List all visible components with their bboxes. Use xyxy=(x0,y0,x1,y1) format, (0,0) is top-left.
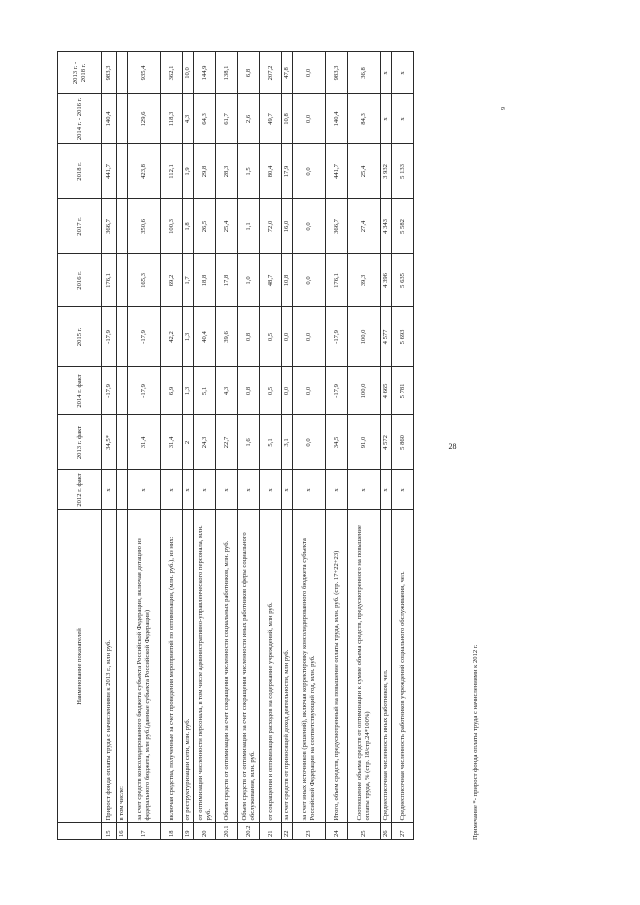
header-year: 2018 г. xyxy=(58,144,102,199)
value-cell: 49,7 xyxy=(260,94,282,144)
indicator-name: от реструктуризации сети, млн. руб. xyxy=(183,510,194,823)
value-cell: 1,6 xyxy=(238,415,260,470)
indicator-name: Объем средств от оптимизации за счет сокращения численности социальных работников, млн. руб. xyxy=(216,510,238,823)
value-cell: 31,4 xyxy=(128,415,161,470)
value-cell: 16,0 xyxy=(282,199,293,254)
value-cell: х xyxy=(392,470,414,510)
value-cell: 39,3 xyxy=(348,254,381,307)
indicator-name: Среднесписочная численность иных работников, чел. xyxy=(381,510,392,823)
value-cell: 84,3 xyxy=(348,94,381,144)
table-row xyxy=(128,52,161,840)
indicator-name: от оптимизации численности персонала, в том числе административно-управленческого персонала, млн. руб. xyxy=(194,510,216,823)
value-cell xyxy=(117,367,128,415)
value-cell: 0,0 xyxy=(293,52,326,94)
value-cell: -17,9 xyxy=(128,307,161,367)
table-row xyxy=(282,52,293,840)
header-year: 2012 г. факт xyxy=(58,470,102,510)
value-cell: 4 572 xyxy=(381,415,392,470)
header-year: 2014 г. - 2016 г. xyxy=(58,94,102,144)
value-cell: 441,7 xyxy=(102,144,117,199)
page-number: 28 xyxy=(448,442,457,451)
table-row xyxy=(392,52,414,840)
row-number: 16 xyxy=(117,823,128,840)
table-row xyxy=(326,52,348,840)
indicator-name: за счет средств от приносящей доход деятельности, млн руб. xyxy=(282,510,293,823)
value-cell xyxy=(117,470,128,510)
value-cell: 2,6 xyxy=(238,94,260,144)
value-cell xyxy=(117,94,128,144)
value-cell: 28,3 xyxy=(216,144,238,199)
value-cell: 2 xyxy=(183,415,194,470)
value-cell: 100,0 xyxy=(348,367,381,415)
value-cell: х xyxy=(194,470,216,510)
value-cell: -17,9 xyxy=(326,307,348,367)
value-cell: х xyxy=(128,470,161,510)
header-year: 2015 г. xyxy=(58,307,102,367)
value-cell: 140,4 xyxy=(326,94,348,144)
indicator-name: от сокращения и оптимизации расходов на содержание учреждений, млн руб. xyxy=(260,510,282,823)
value-cell: 4 396 xyxy=(381,254,392,307)
row-number: 15 xyxy=(102,823,117,840)
value-cell: 6,9 xyxy=(161,367,183,415)
value-cell: 1,3 xyxy=(183,307,194,367)
value-cell: 144,9 xyxy=(194,52,216,94)
row-number: 27 xyxy=(392,823,414,840)
value-cell: 18,8 xyxy=(194,254,216,307)
value-cell: 24,3 xyxy=(194,415,216,470)
value-cell: 22,7 xyxy=(216,415,238,470)
value-cell: 0,0 xyxy=(293,415,326,470)
value-cell: 366,7 xyxy=(326,199,348,254)
table-row xyxy=(161,52,183,840)
indicator-name: Итого, объем средств, предусмотренный на повышение оплаты труда, млн. руб. (стр. 17+22+23) xyxy=(326,510,348,823)
value-cell: 5 133 xyxy=(392,144,414,199)
row-number: 20.1 xyxy=(216,823,238,840)
value-cell: х xyxy=(381,470,392,510)
indicator-name: за счет иных источников (решений), включая корректировку консолидированного бюджета субъекта Российской Федерации на соответствующий год, млн. руб. xyxy=(293,510,326,823)
value-cell: х xyxy=(381,52,392,94)
value-cell: 27,4 xyxy=(348,199,381,254)
row-number: 21 xyxy=(260,823,282,840)
value-cell: 5 860 xyxy=(392,415,414,470)
value-cell: 3 932 xyxy=(381,144,392,199)
value-cell: 0,0 xyxy=(282,367,293,415)
value-cell: 165,3 xyxy=(128,254,161,307)
value-cell: 0,0 xyxy=(293,307,326,367)
value-cell: 34,5 xyxy=(326,415,348,470)
value-cell: 25,4 xyxy=(348,144,381,199)
table-row xyxy=(260,52,282,840)
value-cell: 0,0 xyxy=(293,254,326,307)
table-row xyxy=(348,52,381,840)
value-cell: х xyxy=(381,94,392,144)
value-cell: -17,9 xyxy=(128,367,161,415)
value-cell: 129,6 xyxy=(128,94,161,144)
table-row xyxy=(117,52,128,840)
table-row xyxy=(293,52,326,840)
value-cell: 0,0 xyxy=(282,307,293,367)
value-cell: 366,7 xyxy=(102,199,117,254)
value-cell: 6,8 xyxy=(238,52,260,94)
value-cell: 10,8 xyxy=(282,254,293,307)
value-cell: 138,1 xyxy=(216,52,238,94)
value-cell: 983,3 xyxy=(326,52,348,94)
indicator-name: за счет средств консолидированного бюджета субъекта Российской Федерации, включая дотацию из федерального бюджета, млн руб.(данные субъекта Российской Федерации) xyxy=(128,510,161,823)
value-cell xyxy=(117,415,128,470)
value-cell: 3,1 xyxy=(282,415,293,470)
value-cell: 4 577 xyxy=(381,307,392,367)
indicator-name: Среднесписочная численность работников учреждений социального обслуживания, чел. xyxy=(392,510,414,823)
value-cell: 0,0 xyxy=(293,144,326,199)
value-cell xyxy=(117,199,128,254)
table-body xyxy=(102,52,414,840)
value-cell: 112,1 xyxy=(161,144,183,199)
value-cell: 48,7 xyxy=(260,254,282,307)
value-cell: 31,4 xyxy=(161,415,183,470)
value-cell: 5 582 xyxy=(392,199,414,254)
value-cell: х xyxy=(326,470,348,510)
table-row xyxy=(238,52,260,840)
value-cell xyxy=(117,307,128,367)
value-cell: 4 665 xyxy=(381,367,392,415)
value-cell: -17,9 xyxy=(326,367,348,415)
value-cell: 36,8 xyxy=(348,52,381,94)
row-number: 24 xyxy=(326,823,348,840)
value-cell: 61,7 xyxy=(216,94,238,144)
value-cell: х xyxy=(293,470,326,510)
value-cell: 17,9 xyxy=(282,144,293,199)
row-number: 26 xyxy=(381,823,392,840)
value-cell: 0,0 xyxy=(293,367,326,415)
value-cell: 207,2 xyxy=(260,52,282,94)
header-year: 2013 г. - 2018 г. xyxy=(58,52,102,94)
value-cell: 47,8 xyxy=(282,52,293,94)
value-cell: 0,5 xyxy=(260,367,282,415)
table-row xyxy=(102,52,117,840)
value-cell: 0,5 xyxy=(260,307,282,367)
row-number: 25 xyxy=(348,823,381,840)
table-row xyxy=(194,52,216,840)
value-cell: 1,3 xyxy=(183,367,194,415)
value-cell: 0,8 xyxy=(238,307,260,367)
row-number: 20 xyxy=(194,823,216,840)
value-cell: х xyxy=(260,470,282,510)
row-number: 17 xyxy=(128,823,161,840)
header-no xyxy=(58,823,102,840)
value-cell: х xyxy=(392,94,414,144)
value-cell: 39,6 xyxy=(216,307,238,367)
indicators-table xyxy=(57,51,414,840)
value-cell: х xyxy=(282,470,293,510)
value-cell: 5 635 xyxy=(392,254,414,307)
value-cell: 441,7 xyxy=(326,144,348,199)
value-cell: 5 693 xyxy=(392,307,414,367)
corner-mark: 9 xyxy=(501,107,507,110)
value-cell: 1,5 xyxy=(238,144,260,199)
value-cell: 983,3 xyxy=(102,52,117,94)
value-cell xyxy=(117,144,128,199)
value-cell: 4,3 xyxy=(183,94,194,144)
value-cell: 1,9 xyxy=(183,144,194,199)
row-number: 22 xyxy=(282,823,293,840)
header-year: 2016 г. xyxy=(58,254,102,307)
header-year: 2017 г. xyxy=(58,199,102,254)
value-cell: 176,1 xyxy=(102,254,117,307)
value-cell xyxy=(117,254,128,307)
value-cell: 29,8 xyxy=(194,144,216,199)
value-cell: 5,1 xyxy=(260,415,282,470)
value-cell: 91,0 xyxy=(348,415,381,470)
value-cell: х xyxy=(392,52,414,94)
value-cell: х xyxy=(161,470,183,510)
indicator-name: в том числе: xyxy=(117,510,128,823)
value-cell: 0,0 xyxy=(293,199,326,254)
header-year: 2013 г. факт xyxy=(58,415,102,470)
value-cell: 4,3 xyxy=(216,367,238,415)
indicator-name: Соотношение объема средств от оптимизации к сумме объема средств, предусмотренного на повышение оплаты труда, % (стр. 18/стр.24*100%) xyxy=(348,510,381,823)
value-cell: 100,0 xyxy=(348,307,381,367)
value-cell: 1,1 xyxy=(238,199,260,254)
value-cell: 40,4 xyxy=(194,307,216,367)
value-cell: 0,8 xyxy=(238,367,260,415)
indicator-name: Объем средств от оптимизации за счет сокращения численности иных работников сферы социального обслуживания, млн. руб. xyxy=(238,510,260,823)
value-cell: 140,4 xyxy=(102,94,117,144)
table-row xyxy=(216,52,238,840)
value-cell: х xyxy=(348,470,381,510)
value-cell: -17,9 xyxy=(102,307,117,367)
value-cell: 5 781 xyxy=(392,367,414,415)
value-cell: 5,1 xyxy=(194,367,216,415)
value-cell: х xyxy=(183,470,194,510)
value-cell: 42,2 xyxy=(161,307,183,367)
footnote: Примечание *- прирост фонда оплаты труда с начислениями к 2012 г. xyxy=(472,644,479,840)
table-row xyxy=(381,52,392,840)
table-row xyxy=(183,52,194,840)
value-cell: х xyxy=(102,470,117,510)
value-cell: х xyxy=(238,470,260,510)
value-cell: 423,8 xyxy=(128,144,161,199)
value-cell: 1,7 xyxy=(183,254,194,307)
value-cell: 69,2 xyxy=(161,254,183,307)
value-cell: 362,1 xyxy=(161,52,183,94)
row-number: 18 xyxy=(161,823,183,840)
header-name: Наименование показателей xyxy=(58,510,102,823)
value-cell: 26,5 xyxy=(194,199,216,254)
value-cell: 4 343 xyxy=(381,199,392,254)
value-cell: 34,5* xyxy=(102,415,117,470)
indicator-name: Прирост фонда оплаты труда с начислениями к 2013 г., млн руб. xyxy=(102,510,117,823)
value-cell: -17,9 xyxy=(102,367,117,415)
value-cell: 118,3 xyxy=(161,94,183,144)
row-number: 23 xyxy=(293,823,326,840)
value-cell: 100,3 xyxy=(161,199,183,254)
row-number: 20.2 xyxy=(238,823,260,840)
table-header xyxy=(58,52,102,840)
value-cell: 25,4 xyxy=(216,199,238,254)
value-cell: 72,0 xyxy=(260,199,282,254)
value-cell: 64,3 xyxy=(194,94,216,144)
value-cell: 17,8 xyxy=(216,254,238,307)
row-number: 19 xyxy=(183,823,194,840)
value-cell: 10,8 xyxy=(282,94,293,144)
value-cell: 80,4 xyxy=(260,144,282,199)
value-cell: 350,6 xyxy=(128,199,161,254)
value-cell: 0,0 xyxy=(293,94,326,144)
value-cell: 176,1 xyxy=(326,254,348,307)
value-cell: 935,4 xyxy=(128,52,161,94)
value-cell: 10,0 xyxy=(183,52,194,94)
header-year: 2014 г. факт xyxy=(58,367,102,415)
value-cell: 1,8 xyxy=(183,199,194,254)
value-cell: х xyxy=(216,470,238,510)
indicator-name: включая средства, полученные за счет проведения мероприятий по оптимизации, (млн. руб.), из них: xyxy=(161,510,183,823)
value-cell: 1,0 xyxy=(238,254,260,307)
value-cell xyxy=(117,52,128,94)
